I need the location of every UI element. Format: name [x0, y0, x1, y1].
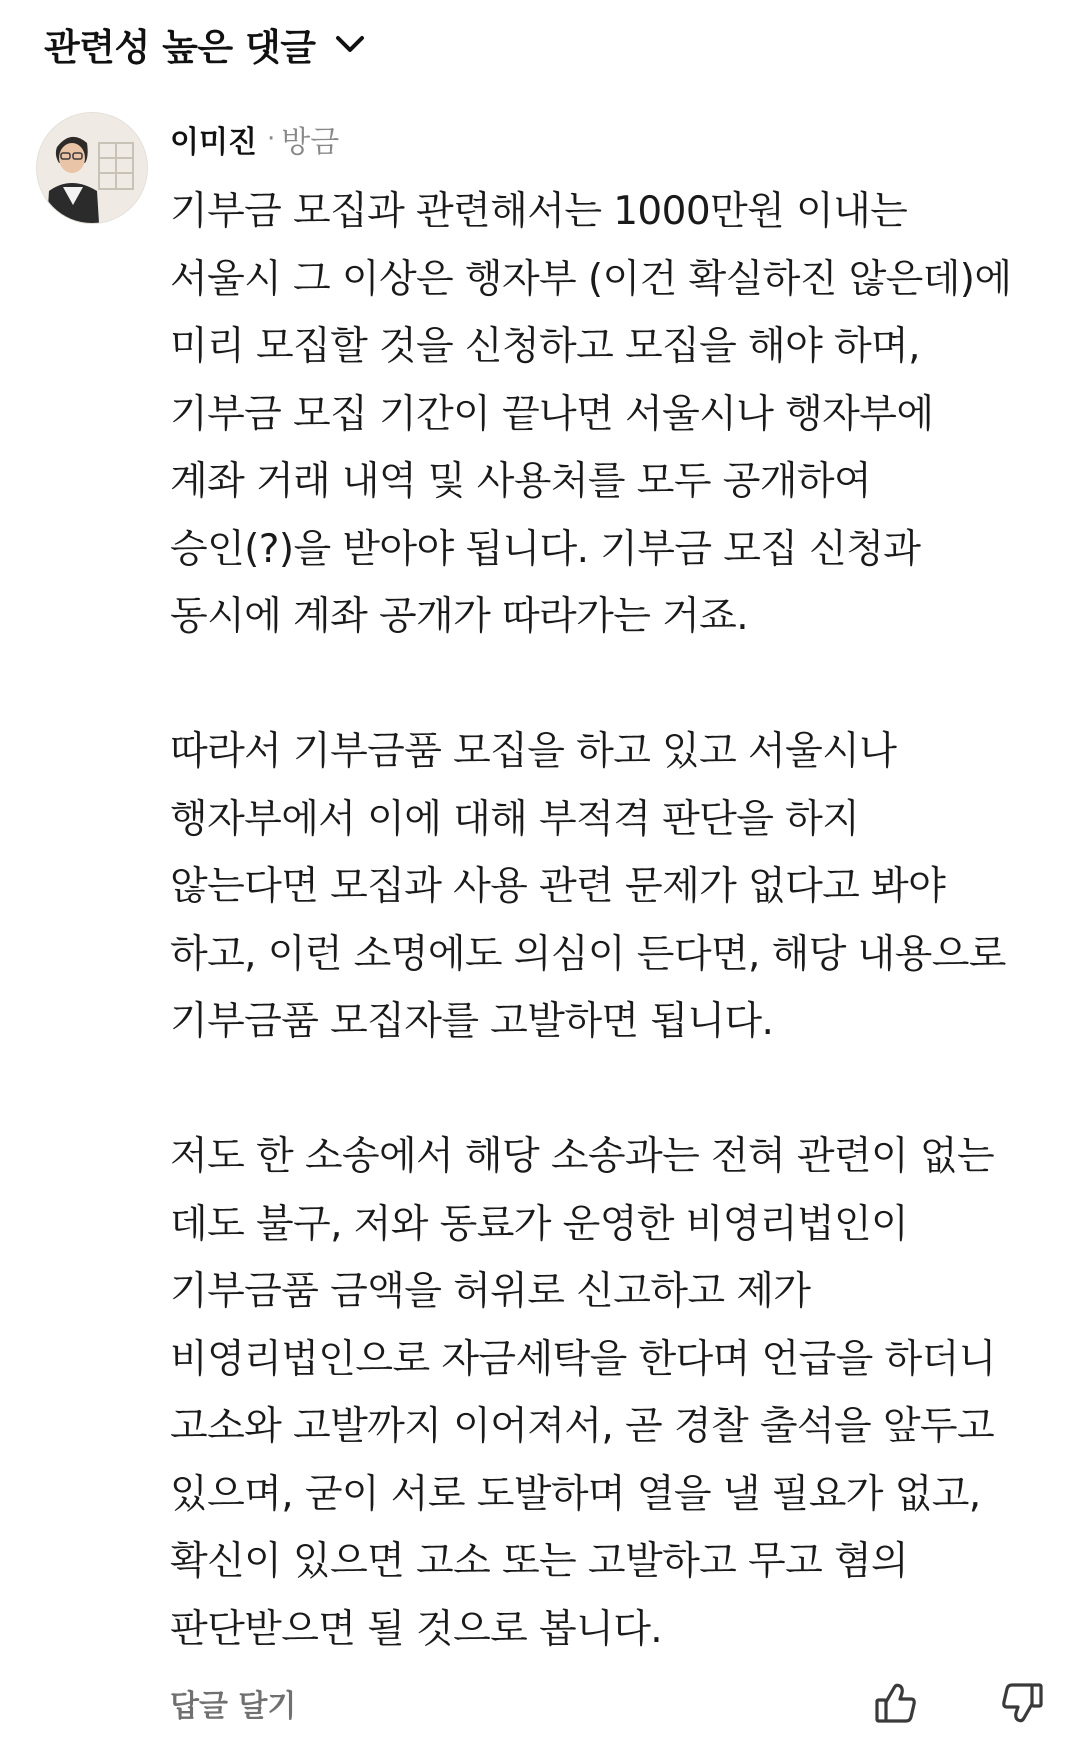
comment-line: 미리 모집할 것을 신청하고 모집을 해야 하며,	[170, 324, 920, 369]
comment-line: 승인(?)을 받아야 됩니다. 기부금 모집 신청과	[170, 526, 921, 572]
thumbs-up-icon[interactable]	[868, 1675, 924, 1731]
comment-line: 있으며, 굳이 서로 도발하며 열을 낼 필요가 없고,	[170, 1471, 981, 1517]
comment-line: 서울시 그 이상은 행자부 (이건 확실하진 않은데)에	[170, 256, 1012, 302]
vote-group	[868, 1675, 1050, 1731]
comment-author[interactable]: 이미진	[170, 125, 257, 160]
meta-separator: ·	[266, 124, 276, 154]
comment-line: 고소와 고발까지 이어져서, 곧 경찰 출석을 앞두고	[170, 1404, 995, 1449]
comment-line: 데도 불구, 저와 동료가 운영한 비영리법인이	[170, 1201, 909, 1247]
comment-line: 않는다면 모집과 사용 관련 문제가 없다고 봐야	[170, 864, 946, 909]
comment-line: 비영리법인으로 자금세탁을 한다며 언급을 하더니	[170, 1336, 996, 1382]
comment-line: 계좌 거래 내역 및 사용처를 모두 공개하여	[170, 459, 872, 504]
comment-line: 행자부에서 이에 대해 부적격 판단을 하지	[170, 796, 860, 842]
comment-line: 하고, 이런 소명에도 의심이 든다면, 해당 내용으로	[170, 931, 1006, 977]
comment-sort-title: 관련성 높은 댓글	[44, 26, 316, 69]
comment-line: 확신이 있으면 고소 또는 고발하고 무고 혐의	[170, 1539, 909, 1584]
comment-line: 기부금 모집 기간이 끝나면 서울시나 행자부에	[170, 391, 934, 437]
comment-line: 저도 한 소송에서 해당 소송과는 전혀 관련이 없는	[170, 1134, 995, 1179]
comment-body	[170, 178, 1050, 1663]
paragraph-spacer	[170, 1056, 1050, 1124]
comment-actions	[170, 1668, 1050, 1738]
comment-meta	[170, 114, 339, 164]
comment-line: 판단받으면 될 것으로 봅니다.	[170, 1606, 663, 1652]
comment-timestamp: 방금	[281, 125, 340, 160]
comment-line: 동시에 계좌 공개가 따라가는 거죠.	[170, 594, 749, 639]
chevron-down-icon[interactable]	[333, 27, 367, 61]
comment-line: 기부금품 모집자를 고발하면 됩니다.	[170, 999, 774, 1044]
comment-line: 기부금 모집과 관련해서는 1000만원 이내는	[170, 189, 908, 234]
comment-sort-dropdown[interactable]	[44, 14, 367, 74]
avatar[interactable]	[36, 112, 148, 224]
comment-line: 기부금품 금액을 허위로 신고하고 제가	[170, 1269, 811, 1314]
reply-button[interactable]: 답글 달기	[170, 1689, 297, 1724]
comment-line: 따라서 기부금품 모집을 하고 있고 서울시나	[170, 729, 897, 774]
thumbs-down-icon[interactable]	[994, 1675, 1050, 1731]
paragraph-spacer	[170, 651, 1050, 719]
